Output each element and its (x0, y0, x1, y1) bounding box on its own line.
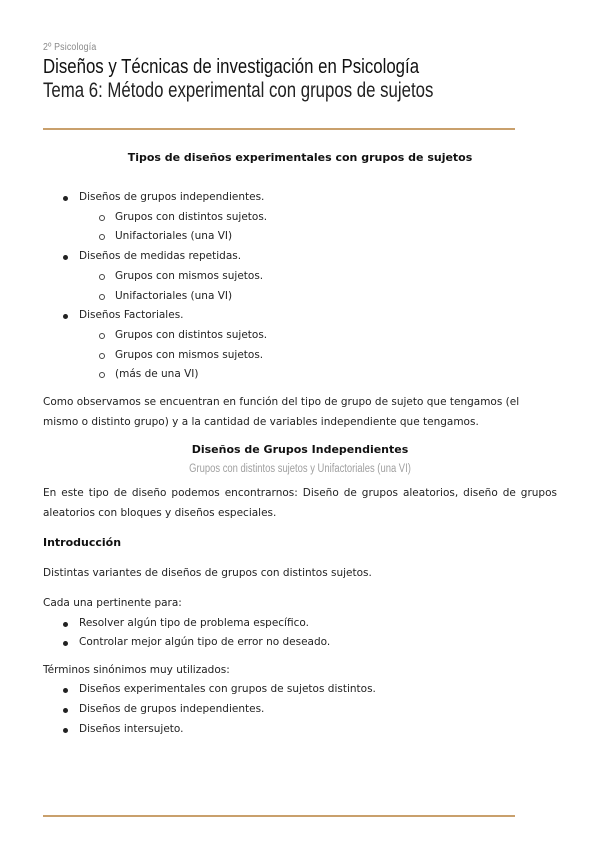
list-item: Diseños de medidas repetidas. (43, 247, 557, 267)
list-item: Controlar mejor algún tipo de error no deseado. (43, 633, 557, 653)
course-label: 2º Psicología (43, 42, 97, 53)
intro-heading: Introducción (43, 536, 122, 550)
intro-text: Distintas variantes de diseños de grupos con distintos sujetos. (43, 566, 372, 579)
section-title-tipos: Tipos de diseños experimentales con grupos de sujetos (127, 151, 473, 164)
section-subtitle: Grupos con distintos sujetos y Unifactoriales (una VI) (189, 463, 411, 476)
list-item: Diseños Factoriales. (43, 306, 557, 326)
synonyms-list (43, 680, 557, 739)
document-title: Diseños y Técnicas de investigación en Psicología (43, 56, 420, 78)
sub-list-item: (más de una VI) (43, 365, 557, 385)
design-types-list (43, 188, 557, 385)
synonyms-lead: Términos sinónimos muy utilizados: (43, 663, 230, 676)
document-subtitle: Tema 6: Método experimental con grupos de sujetos (43, 79, 434, 102)
sub-list-item: Grupos con mismos sujetos. (43, 346, 557, 366)
list-item: Diseños experimentales con grupos de sujetos distintos. (43, 680, 557, 700)
summary-paragraph: Como observamos se encuentran en función del tipo de grupo de sujeto que tengamos (el mismo o distinto grupo) y a la cantidad de variables independiente que tengamos. (43, 396, 520, 428)
purpose-list (43, 614, 557, 653)
purpose-lead: Cada una pertinente para: (43, 597, 182, 610)
design-description-paragraph: En este tipo de diseño podemos encontrarnos: Diseño de grupos aleatorios, diseño de grupos aleatorios con bloques y diseños especiales. (43, 487, 557, 519)
sub-list-item: Grupos con mismos sujetos. (43, 267, 557, 287)
list-item: Diseños de grupos independientes. (43, 188, 557, 208)
sub-list-item: Grupos con distintos sujetos. (43, 326, 557, 346)
section-title-independientes: Diseños de Grupos Independientes (191, 443, 409, 457)
list-item: Diseños de grupos independientes. (43, 700, 557, 720)
sub-list-item: Unifactoriales (una VI) (43, 287, 557, 307)
document-body (43, 150, 557, 740)
list-item: Resolver algún tipo de problema específico. (43, 614, 557, 634)
sub-list-item: Grupos con distintos sujetos. (43, 208, 557, 228)
sub-list-item: Unifactoriales (una VI) (43, 227, 557, 247)
footer-divider (43, 815, 515, 817)
list-item: Diseños intersujeto. (43, 720, 557, 740)
header-divider (43, 128, 515, 130)
document-header (43, 42, 523, 103)
